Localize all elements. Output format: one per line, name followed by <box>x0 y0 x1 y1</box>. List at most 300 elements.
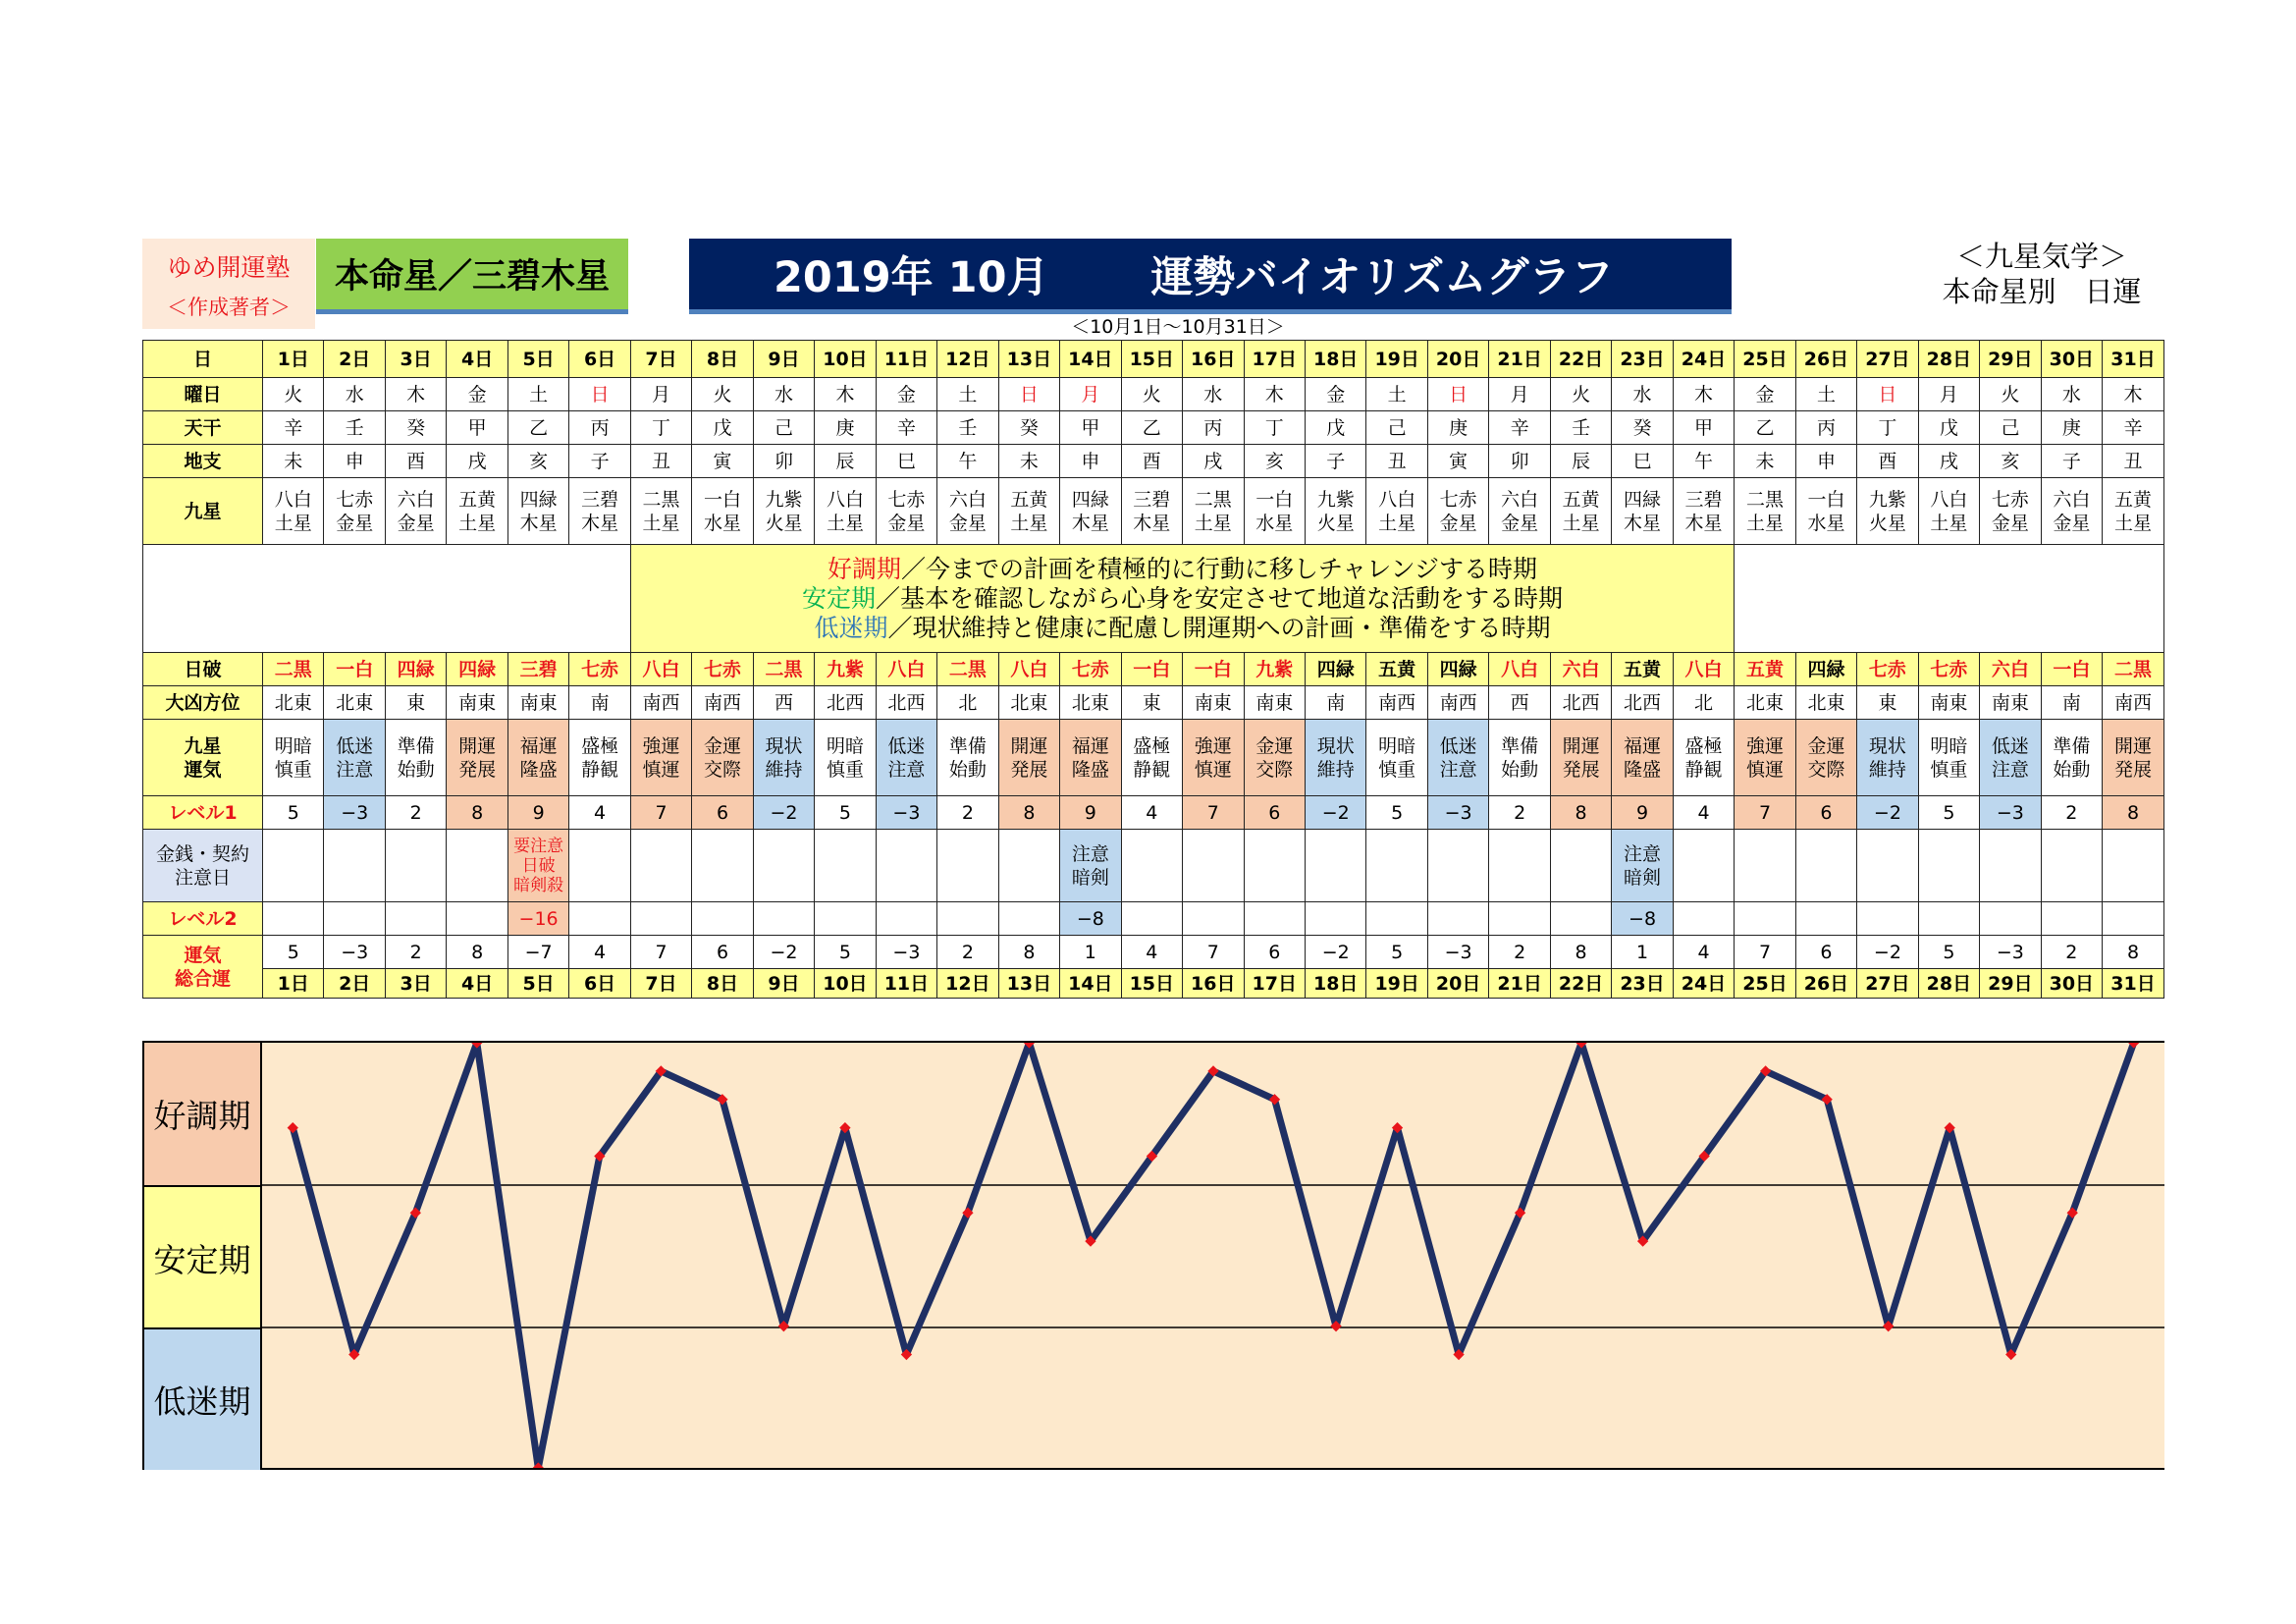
level1-cell: 5 <box>263 796 324 830</box>
unki-cell <box>998 720 1059 796</box>
unki-bottom: 維持 <box>765 758 803 781</box>
kyusei-cell <box>1673 478 1734 545</box>
kyusei-cell <box>937 478 998 545</box>
day-cell: 7日 <box>630 341 691 378</box>
level1-cell: 4 <box>569 796 630 830</box>
level1-cell: 6 <box>692 796 753 830</box>
sogo-cell: 1 <box>1612 936 1673 969</box>
kinsen-cell <box>692 830 753 902</box>
tenkan-cell: 癸 <box>385 411 446 445</box>
day-cell: 5日 <box>507 341 568 378</box>
kyusei-cell <box>1366 478 1427 545</box>
unki-cell <box>1121 720 1182 796</box>
level1-cell: 5 <box>1918 796 1979 830</box>
tenkan-cell: 乙 <box>1121 411 1182 445</box>
unki-cell <box>876 720 936 796</box>
title-bar <box>689 239 1732 314</box>
label-level1-text: レベル1 <box>168 801 238 824</box>
level1-cell: 5 <box>1366 796 1427 830</box>
weekday-cell: 水 <box>1183 378 1244 411</box>
kyusei-star: 四緑 <box>1071 488 1109 511</box>
day-cell: 18日 <box>1305 341 1365 378</box>
level1-cell: −2 <box>1305 796 1365 830</box>
tenkan-cell: 庚 <box>2041 411 2102 445</box>
kyusei-star: 三碧 <box>1133 488 1171 511</box>
level2-cell <box>447 902 507 936</box>
kyusei-cell <box>2041 478 2102 545</box>
kyusei-element: 金星 <box>1501 512 1539 534</box>
fortune-table <box>142 340 2164 999</box>
day-cell: 10日 <box>815 341 876 378</box>
daikyo-cell: 北東 <box>1795 686 1856 720</box>
nippa-cell: 三碧 <box>507 653 568 686</box>
kyusei-cell <box>1857 478 1918 545</box>
kinsen-cell <box>753 830 814 902</box>
kyusei-element: 土星 <box>2114 512 2153 534</box>
kyusei-element: 水星 <box>704 512 742 534</box>
chishi-cell: 辰 <box>1550 445 1611 478</box>
label-level2-text: レベル2 <box>168 907 238 930</box>
row-legend <box>143 545 2164 653</box>
unki-top: 盛極 <box>581 734 619 757</box>
day-footer-cell: 4日 <box>447 969 507 999</box>
tenkan-cell: 辛 <box>263 411 324 445</box>
unki-top: 低迷 <box>1439 734 1477 757</box>
nippa-cell: 七赤 <box>1918 653 1979 686</box>
unki-bottom: 静観 <box>1684 758 1723 781</box>
nippa-cell: 四緑 <box>385 653 446 686</box>
label-chishi-text: 地支 <box>184 450 222 472</box>
kyusei-element: 金星 <box>2053 512 2091 534</box>
day-cell: 31日 <box>2103 341 2164 378</box>
day-cell: 4日 <box>447 341 507 378</box>
kyusei-cell <box>1244 478 1305 545</box>
label-unki <box>143 720 263 796</box>
tenkan-cell: 丁 <box>1857 411 1918 445</box>
kinsen-cell <box>630 830 691 902</box>
kinsen-cell <box>1060 830 1121 902</box>
daikyo-cell: 北東 <box>263 686 324 720</box>
weekday-cell: 水 <box>1612 378 1673 411</box>
kyusei-cell <box>324 478 385 545</box>
unki-bottom: 注意 <box>887 758 926 781</box>
band-low: 低迷期 <box>144 1327 260 1470</box>
level2-cell <box>263 902 324 936</box>
day-cell: 9日 <box>753 341 814 378</box>
unki-top: 福運 <box>519 734 558 757</box>
day-footer-cell: 18日 <box>1305 969 1365 999</box>
kinsen-note: 暗剣 <box>1071 866 1109 889</box>
row-chishi <box>143 445 2164 478</box>
level2-cell <box>2103 902 2164 936</box>
day-footer-cell: 31日 <box>2103 969 2164 999</box>
label-sogo-text: 運気 <box>184 944 222 966</box>
tenkan-cell: 甲 <box>1673 411 1734 445</box>
day-cell: 6日 <box>569 341 630 378</box>
chart-plot-area <box>260 1043 2164 1468</box>
sogo-cell: 1 <box>1060 936 1121 969</box>
unki-top: 準備 <box>2053 734 2091 757</box>
label-weekday-text: 曜日 <box>184 383 222 406</box>
sogo-cell: 5 <box>1366 936 1427 969</box>
chishi-cell: 丑 <box>2103 445 2164 478</box>
kyusei-cell <box>2103 478 2164 545</box>
unki-top: 開運 <box>1010 734 1048 757</box>
kyusei-element: 水星 <box>1807 512 1845 534</box>
level2-cell <box>1489 902 1550 936</box>
legend-text: ／現状維持と健康に配慮し開運期への計画・準備をする時期 <box>887 613 1551 642</box>
tenkan-cell: 戊 <box>692 411 753 445</box>
sogo-cell: 2 <box>2041 936 2102 969</box>
tenkan-cell: 庚 <box>1427 411 1488 445</box>
kyusei-cell <box>1735 478 1795 545</box>
label-daikyo-text: 大凶方位 <box>165 691 240 714</box>
kinsen-cell <box>1918 830 1979 902</box>
day-cell: 27日 <box>1857 341 1918 378</box>
label-kyusei-text: 九星 <box>184 500 222 522</box>
kyusei-star: 八白 <box>1378 488 1416 511</box>
day-footer-cell: 7日 <box>630 969 691 999</box>
chishi-cell: 亥 <box>1244 445 1305 478</box>
kyusei-cell <box>815 478 876 545</box>
chishi-cell: 子 <box>1305 445 1365 478</box>
row-kyusei <box>143 478 2164 545</box>
kinsen-note: 暗剣 <box>1624 866 1662 889</box>
chishi-cell: 午 <box>937 445 998 478</box>
chishi-cell: 丑 <box>630 445 691 478</box>
unki-bottom: 始動 <box>2053 758 2091 781</box>
legend-key: 好調期 <box>828 554 902 583</box>
unki-bottom: 慎重 <box>1930 758 1968 781</box>
day-cell: 19日 <box>1366 341 1427 378</box>
tenkan-cell: 庚 <box>815 411 876 445</box>
kinsen-cell <box>1366 830 1427 902</box>
tenkan-cell: 戊 <box>1918 411 1979 445</box>
day-footer-cell: 25日 <box>1735 969 1795 999</box>
sogo-cell: −3 <box>324 936 385 969</box>
unki-cell <box>1857 720 1918 796</box>
level1-cell: 6 <box>1244 796 1305 830</box>
unki-bottom: 隆盛 <box>519 758 558 781</box>
daikyo-cell: 南 <box>2041 686 2102 720</box>
kinsen-cell <box>1735 830 1795 902</box>
biorhythm-chart <box>142 1041 2164 1470</box>
kyusei-star: 三碧 <box>581 488 619 511</box>
tenkan-cell: 壬 <box>937 411 998 445</box>
nippa-cell: 四緑 <box>1305 653 1365 686</box>
weekday-cell: 月 <box>1918 378 1979 411</box>
unki-top: 強運 <box>1194 734 1232 757</box>
unki-top: 明暗 <box>274 734 312 757</box>
daikyo-cell: 南西 <box>692 686 753 720</box>
day-footer-cell: 14日 <box>1060 969 1121 999</box>
level1-cell: 9 <box>1612 796 1673 830</box>
kyusei-star: 五黄 <box>458 488 497 511</box>
day-footer-cell: 12日 <box>937 969 998 999</box>
nippa-cell: 一白 <box>2041 653 2102 686</box>
weekday-cell: 月 <box>1060 378 1121 411</box>
daikyo-cell: 南西 <box>1427 686 1488 720</box>
day-cell: 23日 <box>1612 341 1673 378</box>
sogo-cell: 8 <box>1550 936 1611 969</box>
tenkan-cell: 丙 <box>569 411 630 445</box>
unki-bottom: 隆盛 <box>1624 758 1662 781</box>
band-stable: 安定期 <box>144 1185 260 1329</box>
sogo-cell: 7 <box>1183 936 1244 969</box>
chishi-cell: 子 <box>569 445 630 478</box>
unki-top: 開運 <box>1562 734 1600 757</box>
sogo-cell: 2 <box>1489 936 1550 969</box>
label-nippa-text: 日破 <box>184 658 222 680</box>
nippa-cell: 七赤 <box>569 653 630 686</box>
kyusei-element: 金星 <box>1991 512 2029 534</box>
kinsen-cell <box>1121 830 1182 902</box>
label-day-text: 日 <box>192 348 212 370</box>
unki-bottom: 慎重 <box>274 758 312 781</box>
kyusei-element: 土星 <box>1745 512 1784 534</box>
label-tenkan-text: 天干 <box>184 416 222 439</box>
nippa-cell: 六白 <box>1980 653 2041 686</box>
kyusei-star: 四緑 <box>1624 488 1662 511</box>
level2-cell <box>324 902 385 936</box>
kyusei-star: 八白 <box>1930 488 1968 511</box>
label-weekday <box>143 378 263 411</box>
nippa-cell: 二黒 <box>753 653 814 686</box>
day-footer-cell: 10日 <box>815 969 876 999</box>
legend-line-1 <box>631 555 1734 584</box>
kyusei-star: 九紫 <box>1316 488 1355 511</box>
nippa-cell: 八白 <box>998 653 1059 686</box>
row-daikyo <box>143 686 2164 720</box>
kinsen-cell <box>569 830 630 902</box>
weekday-cell: 月 <box>630 378 691 411</box>
kinsen-cell <box>937 830 998 902</box>
level1-cell: −3 <box>1980 796 2041 830</box>
kyusei-star: 六白 <box>2053 488 2091 511</box>
chishi-cell: 酉 <box>1121 445 1182 478</box>
unki-bottom: 発展 <box>458 758 497 781</box>
nippa-cell: 一白 <box>324 653 385 686</box>
unki-cell <box>1550 720 1611 796</box>
kyusei-element: 木星 <box>1071 512 1109 534</box>
chishi-cell: 寅 <box>692 445 753 478</box>
kyusei-element: 金星 <box>336 512 374 534</box>
daikyo-cell: 南東 <box>1244 686 1305 720</box>
unki-top: 現状 <box>765 734 803 757</box>
unki-cell <box>1244 720 1305 796</box>
chishi-cell: 午 <box>1673 445 1734 478</box>
unki-cell <box>507 720 568 796</box>
nippa-cell: 八白 <box>876 653 936 686</box>
kinsen-note: 注意 <box>1071 842 1109 865</box>
daikyo-cell: 北東 <box>998 686 1059 720</box>
title-text: 運勢バイオリズムグラフ <box>1150 252 1614 302</box>
kyusei-cell <box>630 478 691 545</box>
tenkan-cell: 戊 <box>1305 411 1365 445</box>
kyusei-cell <box>692 478 753 545</box>
unki-top: 明暗 <box>1378 734 1416 757</box>
unki-cell <box>1060 720 1121 796</box>
kyusei-line1: ＜九星気学＞ <box>1955 240 2127 273</box>
day-footer-cell: 21日 <box>1489 969 1550 999</box>
level1-cell: −2 <box>753 796 814 830</box>
daikyo-cell: 北東 <box>1060 686 1121 720</box>
daikyo-cell: 北東 <box>1735 686 1795 720</box>
level2-cell <box>753 902 814 936</box>
kyusei-element: 金星 <box>948 512 987 534</box>
chishi-cell: 申 <box>1060 445 1121 478</box>
level2-cell: −8 <box>1060 902 1121 936</box>
chishi-cell: 戌 <box>1918 445 1979 478</box>
unki-bottom: 注意 <box>1439 758 1477 781</box>
kyusei-star: 七赤 <box>1439 488 1477 511</box>
daikyo-cell: 南東 <box>1918 686 1979 720</box>
label-unki-text: 九星 <box>184 734 222 757</box>
daikyo-cell: 東 <box>1857 686 1918 720</box>
sogo-cell: 4 <box>1673 936 1734 969</box>
day-cell: 20日 <box>1427 341 1488 378</box>
unki-top: 金運 <box>1255 734 1294 757</box>
level2-cell <box>1735 902 1795 936</box>
level1-cell: 9 <box>1060 796 1121 830</box>
kinsen-cell <box>324 830 385 902</box>
day-cell: 16日 <box>1183 341 1244 378</box>
day-footer-cell: 15日 <box>1121 969 1182 999</box>
kinsen-cell <box>1244 830 1305 902</box>
label-kinsen <box>143 830 263 902</box>
kinsen-cell <box>447 830 507 902</box>
daikyo-cell: 北西 <box>1550 686 1611 720</box>
tenkan-cell: 辛 <box>1489 411 1550 445</box>
tenkan-cell: 癸 <box>998 411 1059 445</box>
kyusei-element: 土星 <box>1194 512 1232 534</box>
kinsen-cell <box>1795 830 1856 902</box>
kyusei-star: 七赤 <box>1991 488 2029 511</box>
label-chishi <box>143 445 263 478</box>
sogo-cell: 8 <box>447 936 507 969</box>
row-day <box>143 341 2164 378</box>
day-footer-cell: 6日 <box>569 969 630 999</box>
unki-bottom: 維持 <box>1868 758 1906 781</box>
unki-cell <box>263 720 324 796</box>
weekday-cell: 火 <box>1550 378 1611 411</box>
honmei-star: 本命星／三碧木星 <box>316 239 628 314</box>
unki-cell <box>2041 720 2102 796</box>
nippa-cell: 四緑 <box>1795 653 1856 686</box>
weekday-cell: 水 <box>2041 378 2102 411</box>
unki-cell <box>630 720 691 796</box>
day-cell: 1日 <box>263 341 324 378</box>
nippa-cell: 八白 <box>1673 653 1734 686</box>
weekday-cell: 木 <box>385 378 446 411</box>
unki-top: 盛極 <box>1133 734 1171 757</box>
day-footer-cell: 27日 <box>1857 969 1918 999</box>
kyusei-cell <box>1550 478 1611 545</box>
daikyo-cell: 北西 <box>815 686 876 720</box>
label-day <box>143 341 263 378</box>
level1-cell: 2 <box>2041 796 2102 830</box>
level2-cell <box>876 902 936 936</box>
label-level1 <box>143 796 263 830</box>
legend-text: ／基本を確認しながら心身を安定させて地道な活動をする時期 <box>876 583 1564 613</box>
label-sogo <box>143 936 263 999</box>
nippa-cell: 五黄 <box>1612 653 1673 686</box>
unki-cell <box>1673 720 1734 796</box>
chishi-cell: 戌 <box>1183 445 1244 478</box>
label-tenkan <box>143 411 263 445</box>
weekday-cell: 金 <box>447 378 507 411</box>
unki-cell <box>1980 720 2041 796</box>
legend-text: ／今までの計画を積極的に行動に移しチャレンジする時期 <box>901 554 1538 583</box>
daikyo-cell: 南東 <box>1183 686 1244 720</box>
tenkan-cell: 甲 <box>1060 411 1121 445</box>
level2-cell <box>1366 902 1427 936</box>
label-nippa <box>143 653 263 686</box>
unki-cell <box>753 720 814 796</box>
day-cell: 26日 <box>1795 341 1856 378</box>
level2-cell <box>1795 902 1856 936</box>
row-kinsen <box>143 830 2164 902</box>
kyusei-cell <box>876 478 936 545</box>
day-cell: 3日 <box>385 341 446 378</box>
chishi-cell: 未 <box>263 445 324 478</box>
unki-cell <box>569 720 630 796</box>
chishi-cell: 戌 <box>447 445 507 478</box>
nippa-cell: 九紫 <box>815 653 876 686</box>
level2-cell <box>1244 902 1305 936</box>
unki-bottom: 静観 <box>1133 758 1171 781</box>
unki-top: 明暗 <box>1930 734 1968 757</box>
kyusei-line2: 本命星別 日運 <box>1942 275 2142 308</box>
kyusei-element: 木星 <box>1133 512 1171 534</box>
kyusei-star: 九紫 <box>765 488 803 511</box>
nippa-cell: 四緑 <box>1427 653 1488 686</box>
unki-top: 準備 <box>397 734 435 757</box>
level2-cell <box>1918 902 1979 936</box>
weekday-cell: 水 <box>324 378 385 411</box>
kinsen-note: 日破 <box>521 855 556 876</box>
daikyo-cell: 西 <box>753 686 814 720</box>
level1-cell: 8 <box>447 796 507 830</box>
unki-cell <box>1427 720 1488 796</box>
unki-top: 開運 <box>458 734 497 757</box>
unki-bottom: 静観 <box>581 758 619 781</box>
tenkan-cell: 丁 <box>630 411 691 445</box>
kinsen-cell <box>1612 830 1673 902</box>
level2-cell <box>1121 902 1182 936</box>
chishi-cell: 巳 <box>876 445 936 478</box>
day-cell: 15日 <box>1121 341 1182 378</box>
day-cell: 2日 <box>324 341 385 378</box>
unki-cell <box>1183 720 1244 796</box>
unki-cell <box>1305 720 1365 796</box>
daikyo-cell: 南東 <box>447 686 507 720</box>
unki-top: 明暗 <box>826 734 864 757</box>
unki-cell <box>1612 720 1673 796</box>
kyusei-element: 火星 <box>1316 512 1355 534</box>
nippa-cell: 一白 <box>1121 653 1182 686</box>
day-footer-cell: 17日 <box>1244 969 1305 999</box>
legend-box <box>630 545 1734 653</box>
unki-bottom: 交際 <box>1807 758 1845 781</box>
kyusei-star: 八白 <box>826 488 864 511</box>
day-cell: 22日 <box>1550 341 1611 378</box>
chishi-cell: 申 <box>324 445 385 478</box>
tenkan-cell: 丙 <box>1795 411 1856 445</box>
kyusei-star: 六白 <box>1501 488 1539 511</box>
unki-bottom: 慎重 <box>1378 758 1416 781</box>
kyusei-star: 一白 <box>704 488 742 511</box>
